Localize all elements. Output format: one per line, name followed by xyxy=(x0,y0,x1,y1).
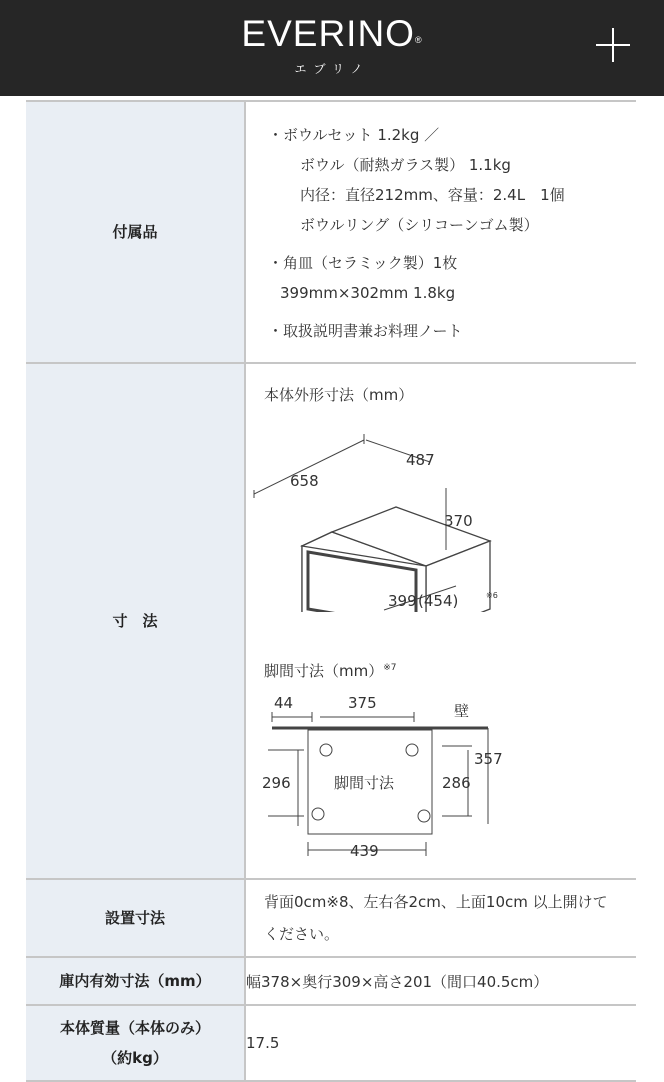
outer-dimensions-title: 本体外形寸法（mm） xyxy=(264,386,414,404)
list-item: ・ボウルセット 1.2kg ／ xyxy=(268,126,440,144)
dim-label-front: 399 xyxy=(388,592,417,610)
oven-dimension-diagram xyxy=(246,422,636,612)
list-item: 399mm×302mm 1.8kg xyxy=(280,284,456,302)
row-accessories xyxy=(26,101,636,363)
dim-label-front-alt: (454) xyxy=(418,592,459,610)
row-label xyxy=(26,1005,245,1081)
row-interior xyxy=(26,957,636,1005)
row-label: 寸 法 xyxy=(26,363,245,879)
feet-label-bottom-span: 439 xyxy=(350,842,379,860)
accessories-list xyxy=(246,104,636,360)
row-dimensions xyxy=(26,363,636,879)
feet-label-right-depth: 286 xyxy=(442,774,471,792)
row-weight xyxy=(26,1005,636,1081)
dim-label-front-note: ※6 xyxy=(486,591,498,600)
list-item: ・角皿（セラミック製）1枚 xyxy=(268,254,458,272)
list-item: ボウルリング（シリコーンゴム製） xyxy=(300,216,539,234)
brand-logo[interactable] xyxy=(0,10,664,58)
dim-label-height: 370 xyxy=(444,512,473,530)
dim-label-width: 658 xyxy=(290,472,319,490)
plus-icon[interactable] xyxy=(594,26,632,64)
weight-label-line1: 本体質量（本体のみ） xyxy=(59,1019,210,1037)
feet-label-depth-total: 357 xyxy=(474,750,503,768)
feet-label-span-top: 375 xyxy=(348,694,377,712)
weight-label-line2: （約kg） xyxy=(102,1049,168,1067)
dimension-diagrams xyxy=(246,364,636,878)
list-item: 内径：直径212mm、容量：2.4L 1個 xyxy=(300,186,565,204)
brand-logo-katakana: エブリノ xyxy=(294,62,370,76)
feet-dimension-diagram xyxy=(246,690,636,874)
weight-value: 17.5 xyxy=(245,1005,636,1081)
brand-logo-text: EVERINO xyxy=(241,13,415,54)
feet-label-center: 脚間寸法 xyxy=(334,774,395,792)
registered-mark: ® xyxy=(414,35,423,45)
feet-label-left-depth: 296 xyxy=(262,774,291,792)
row-label: 付属品 xyxy=(26,101,245,363)
row-installation xyxy=(26,879,636,957)
row-label: 設置寸法 xyxy=(26,879,245,957)
spec-table xyxy=(26,100,636,1082)
dim-label-depth: 487 xyxy=(406,451,435,469)
feet-label-left-offset: 44 xyxy=(274,694,294,712)
feet-label-wall: 壁 xyxy=(454,702,470,720)
site-header xyxy=(0,0,664,96)
list-item: ・取扱説明書兼お料理ノート xyxy=(268,322,463,340)
list-item: ボウル（耐熱ガラス製） 1.1kg xyxy=(300,156,511,174)
interior-value: 幅378×奥行309×高さ201（間口40.5cm） xyxy=(245,957,636,1005)
row-label: 庫内有効寸法（mm） xyxy=(26,957,245,1005)
feet-dimensions-title: 脚間寸法（mm）$^{※7}$ xyxy=(264,662,397,680)
installation-value: 背面0cm※8、左右各2cm、上面10cm 以上開けてください。 xyxy=(264,893,608,943)
